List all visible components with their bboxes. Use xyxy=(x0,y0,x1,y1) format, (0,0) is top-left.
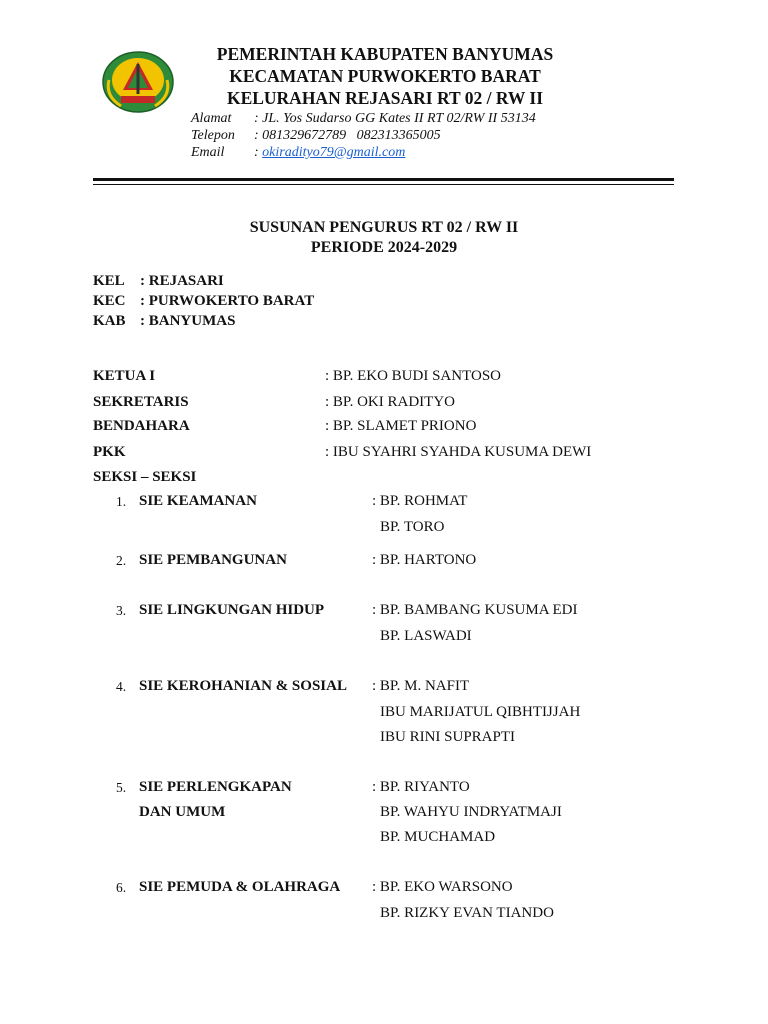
kabupaten-emblem-logo xyxy=(101,50,175,114)
section-number: 6. xyxy=(116,880,127,895)
section-member: BP. MUCHAMAD xyxy=(380,829,496,845)
section-member: BP. LASWADI xyxy=(380,628,472,644)
document-period: PERIODE 2024-2029 xyxy=(310,239,458,256)
section-number: 3. xyxy=(116,603,127,618)
contact-email xyxy=(191,145,405,161)
location-kab-label: KAB xyxy=(93,313,126,329)
contact-telepon xyxy=(191,128,441,144)
officer-role-bendahara: BENDAHARA xyxy=(93,418,190,434)
officer-name-bendahara: : BP. SLAMET PRIONO xyxy=(325,418,477,434)
section-member: : BP. BAMBANG KUSUMA EDI xyxy=(372,602,578,618)
officer-name-sekretaris: : BP. OKI RADITYO xyxy=(325,394,456,410)
location-kel-value: : REJASARI xyxy=(140,273,224,289)
section-title: SIE LINGKUNGAN HIDUP xyxy=(139,602,325,618)
section-member: BP. RIZKY EVAN TIANDO xyxy=(380,905,554,921)
location-kab-value: : BANYUMAS xyxy=(140,313,236,329)
officer-name-ketua: : BP. EKO BUDI SANTOSO xyxy=(325,368,502,384)
section-title: SIE KEAMANAN xyxy=(139,493,257,509)
section-title: SIE KEROHANIAN & SOSIAL xyxy=(139,678,347,694)
section-member: : BP. RIYANTO xyxy=(372,779,470,795)
section-title: SIE PEMUDA & OLAHRAGA xyxy=(139,879,341,895)
telepon-value: : 081329672789 082313365005 xyxy=(254,128,441,143)
email-label: Email xyxy=(191,145,225,160)
header-line-3: KELURAHAN REJASARI RT 02 / RW II xyxy=(226,88,544,108)
section-number: 5. xyxy=(116,780,127,795)
email-link[interactable]: okiradityo79@gmail.com xyxy=(262,145,406,160)
email-separator: : xyxy=(254,145,259,160)
telepon-label: Telepon xyxy=(191,128,235,143)
section-number: 1. xyxy=(116,494,127,509)
location-kel-label: KEL xyxy=(93,273,125,289)
section-member: : BP. EKO WARSONO xyxy=(372,879,513,895)
section-member: IBU MARIJATUL QIBHTIJJAH xyxy=(380,704,581,720)
section-title-continued: DAN UMUM xyxy=(139,804,226,820)
document-title: SUSUNAN PENGURUS RT 02 / RW II xyxy=(249,219,519,236)
officer-role-pkk: PKK xyxy=(93,444,126,460)
section-member: BP. WAHYU INDRYATMAJI xyxy=(380,804,562,820)
header-divider-thick xyxy=(93,178,674,181)
alamat-label: Alamat xyxy=(191,111,232,126)
section-member: : BP. HARTONO xyxy=(372,552,477,568)
location-kec-value: : PURWOKERTO BARAT xyxy=(140,293,315,309)
header-divider-thin xyxy=(93,184,674,185)
seksi-heading: SEKSI – SEKSI xyxy=(93,469,197,485)
contact-alamat xyxy=(191,111,536,127)
section-member: IBU RINI SUPRAPTI xyxy=(380,729,516,745)
header-line-2: KECAMATAN PURWOKERTO BARAT xyxy=(229,66,541,86)
section-title: SIE PEMBANGUNAN xyxy=(139,552,287,568)
section-number: 4. xyxy=(116,679,127,694)
section-member: : BP. M. NAFIT xyxy=(372,678,470,694)
officer-role-ketua: KETUA I xyxy=(93,368,156,384)
officer-role-sekretaris: SEKRETARIS xyxy=(93,394,189,410)
section-member: : BP. ROHMAT xyxy=(372,493,468,509)
section-number: 2. xyxy=(116,553,127,568)
alamat-value: : JL. Yos Sudarso GG Kates II RT 02/RW II 53134 xyxy=(254,111,536,126)
officer-name-pkk: : IBU SYAHRI SYAHDA KUSUMA DEWI xyxy=(325,444,592,460)
section-member: BP. TORO xyxy=(380,519,445,535)
location-kec-label: KEC xyxy=(93,293,126,309)
section-title: SIE PERLENGKAPAN xyxy=(139,779,292,795)
header-line-1: PEMERINTAH KABUPATEN BANYUMAS xyxy=(216,44,554,64)
